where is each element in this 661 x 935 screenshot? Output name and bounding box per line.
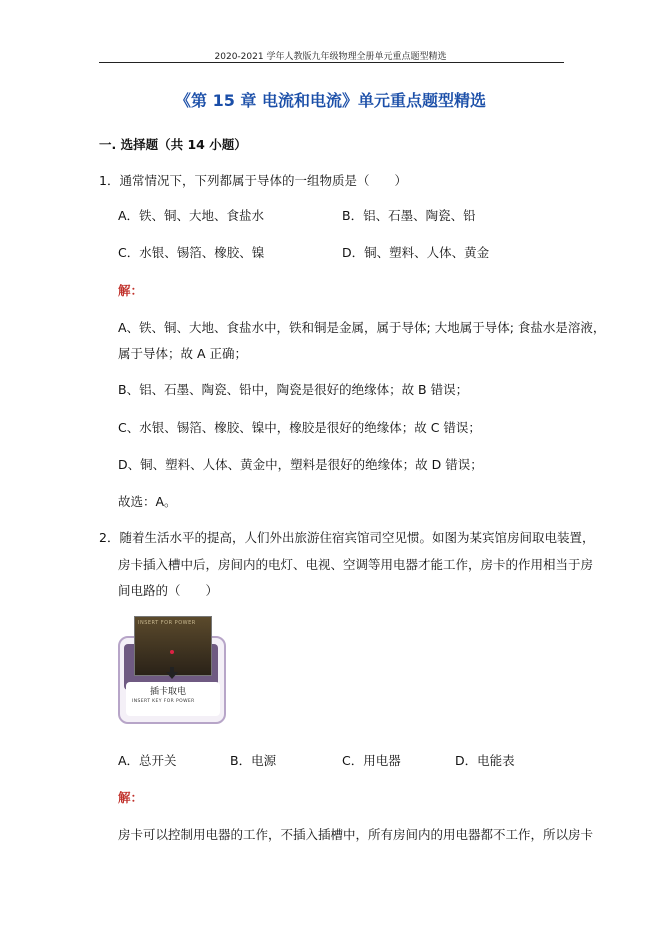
header-divider xyxy=(99,62,564,63)
q2-solution-label: 解： xyxy=(118,790,144,805)
figure-label-cn: 插卡取电 xyxy=(150,687,187,697)
q1-solution-line: C、水银、锡箔、橡胶、镍中，橡胶是很好的绝缘体；故 C 错误； xyxy=(118,420,481,435)
q1-option-d: D．铜、塑料、人体、黄金 xyxy=(342,245,490,260)
q1-solution-label: 解： xyxy=(118,283,144,298)
figure-label-en: INSERT KEY FOR POWER xyxy=(132,699,195,704)
room-card-power-switch-figure xyxy=(118,616,226,722)
q1-solution-line: A、铁、铜、大地、食盐水中，铁和铜是金属，属于导体; 大地属于导体; 食盐水是溶液， xyxy=(118,320,606,335)
arrow-down-icon xyxy=(166,672,178,679)
question-2-stem: 间电路的（ ） xyxy=(118,583,219,598)
q1-option-c: C．水银、锡箔、橡胶、镍 xyxy=(118,245,265,260)
q1-option-a: A．铁、铜、大地、食盐水 xyxy=(118,208,265,223)
q1-solution-line: 属于导体；故 A 正确； xyxy=(118,346,247,361)
question-2-stem: 2．随着生活水平的提高，人们外出旅游住宿宾馆司空见惯。如图为某宾馆房间取电装置， xyxy=(99,530,595,545)
q2-option-d: D．电能表 xyxy=(455,753,515,768)
q1-option-b: B．铝、石墨、陶瓷、铅 xyxy=(342,208,476,223)
running-header: 2020-2021 学年人教版九年级物理全册单元重点题型精选 xyxy=(214,52,447,62)
q2-option-c: C．用电器 xyxy=(342,753,401,768)
question-2-stem: 房卡插入槽中后，房间内的电灯、电视、空调等用电器才能工作，房卡的作用相当于房 xyxy=(118,557,594,572)
q1-solution-line: 故选：A。 xyxy=(118,494,177,509)
document-title: 《第 15 章 电流和电流》单元重点题型精选 xyxy=(175,91,486,110)
q1-solution-line: B、铝、石墨、陶瓷、铅中，陶瓷是很好的绝缘体；故 B 错误； xyxy=(118,382,469,397)
q2-option-a: A．总开关 xyxy=(118,753,177,768)
question-1-stem: 1．通常情况下，下列都属于导体的一组物质是（ ） xyxy=(99,173,407,188)
indicator-light xyxy=(170,650,174,654)
q2-solution-line: 房卡可以控制用电器的工作，不插入插槽中，所有房间内的用电器都不工作，所以房卡 xyxy=(118,827,594,842)
card-printed-text: INSERT FOR POWER xyxy=(138,620,196,626)
section-heading: 一. 选择题（共 14 小题） xyxy=(99,137,247,152)
q1-solution-line: D、铜、塑料、人体、黄金中，塑料是很好的绝缘体；故 D 错误； xyxy=(118,457,483,472)
q2-option-b: B．电源 xyxy=(230,753,277,768)
